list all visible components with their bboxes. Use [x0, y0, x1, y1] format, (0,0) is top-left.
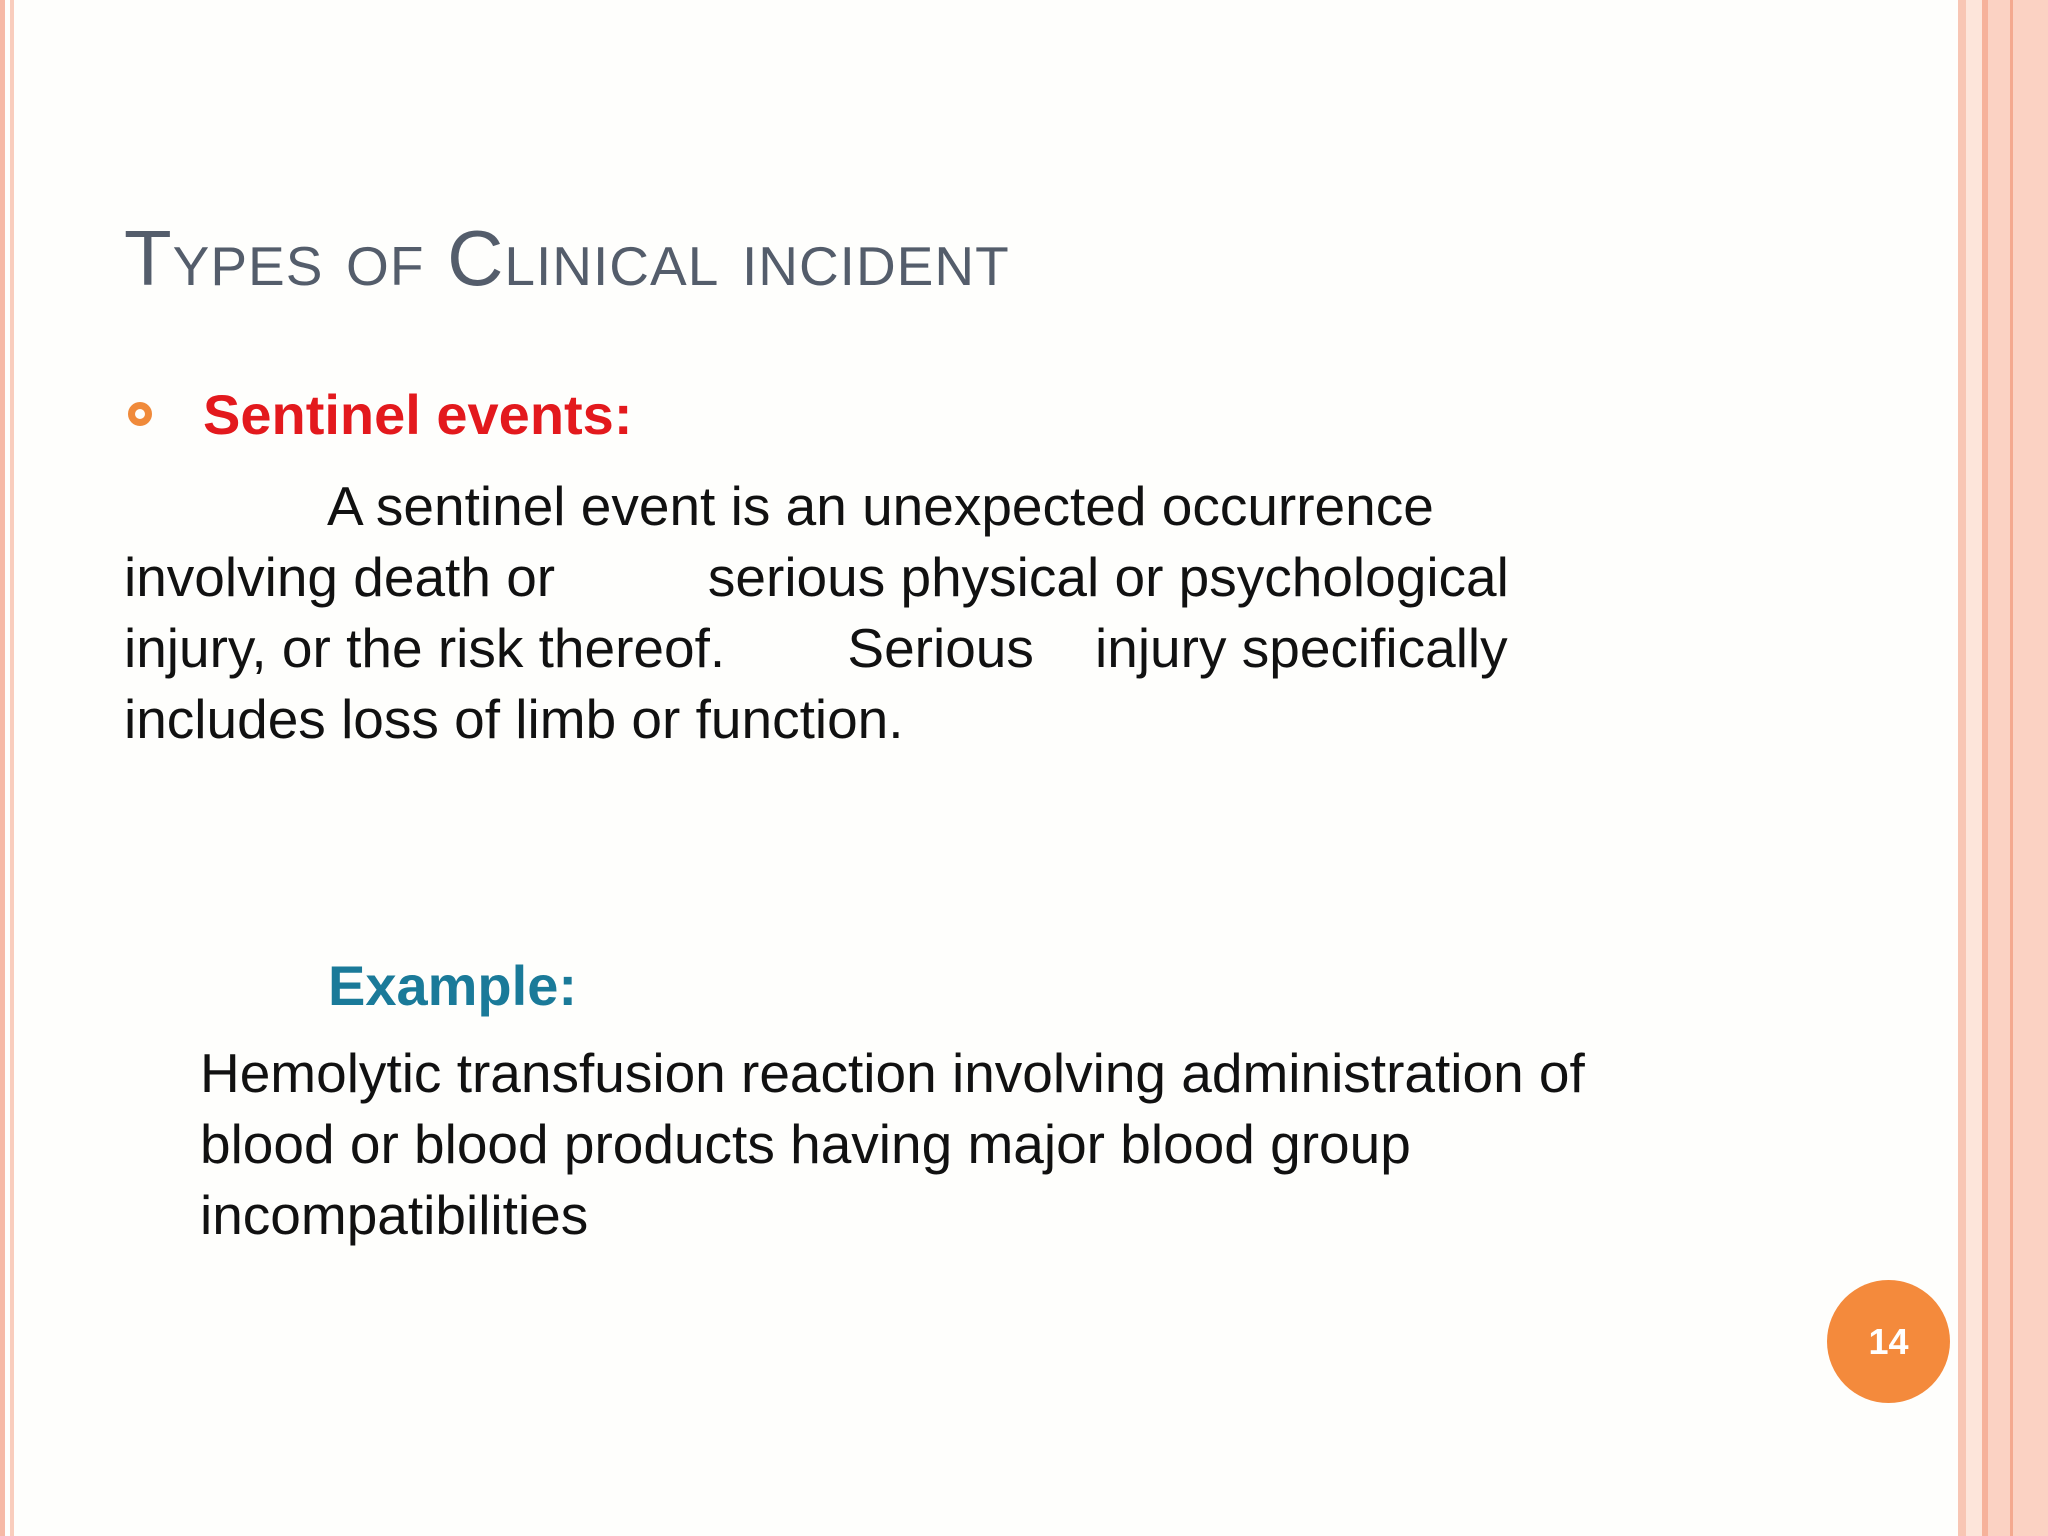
page-number-badge — [1827, 1280, 1950, 1403]
slide-title: Types of Clinical incident — [124, 214, 1010, 302]
definition-line-3: injury, or the risk thereof. Serious injury specifically — [124, 617, 1508, 679]
example-line-1: Hemolytic transfusion reaction involving administration of — [200, 1042, 1585, 1104]
example-label: Example: — [328, 954, 577, 1017]
right-edge-stripe-light — [1966, 0, 1982, 1536]
example-line-2: blood or blood products having major blood group — [200, 1113, 1411, 1175]
right-edge-line — [2010, 0, 2013, 1536]
definition-line-2: involving death or serious physical or psychological — [124, 546, 1509, 608]
definition-line-1: A sentinel event is an unexpected occurrence — [327, 475, 1434, 537]
right-edge-stripe — [1958, 0, 1966, 1536]
page-number: 14 — [1868, 1320, 1909, 1362]
definition-line-4: includes loss of limb or function. — [124, 688, 904, 750]
right-edge-band — [1988, 0, 2048, 1536]
bullet-circle-icon — [128, 402, 152, 426]
example-line-3: incompatibilities — [200, 1184, 589, 1246]
left-edge-stripe — [0, 0, 5, 1536]
bullet-heading: Sentinel events: — [203, 383, 633, 446]
left-edge-stripe-inner — [10, 0, 14, 1536]
